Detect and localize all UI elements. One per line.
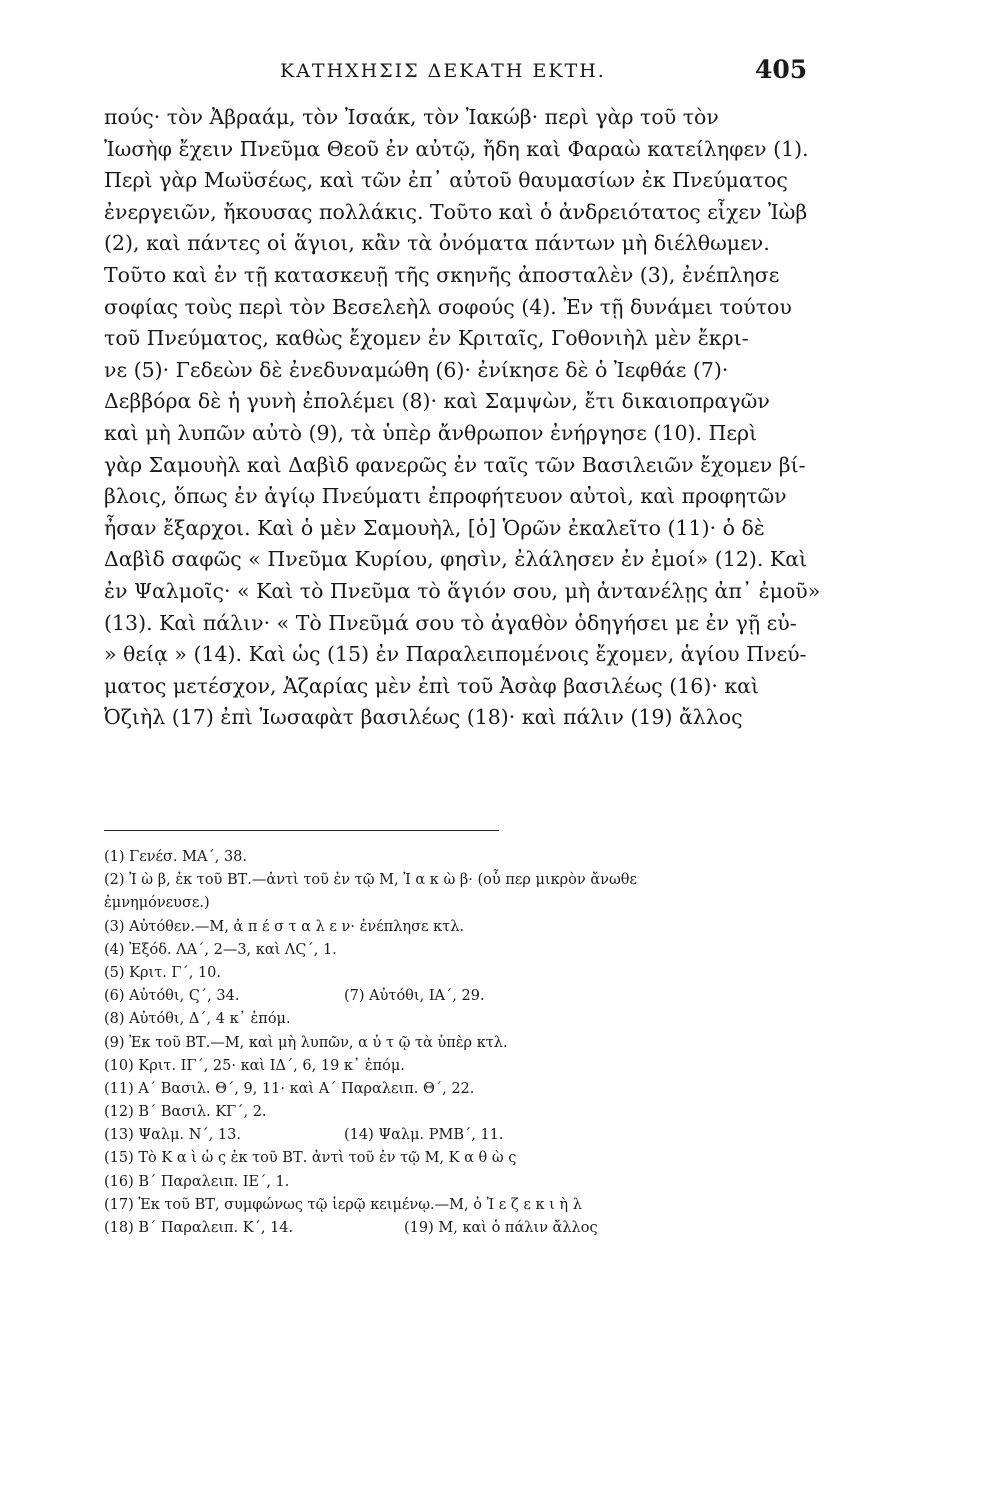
text-line: νε (5)· Γεδεὼν δὲ ἐνεδυναμώθη (6)· ἐνίκησε δὲ ὁ Ἰεφθάε (7)· bbox=[104, 357, 729, 382]
footnote: (18) Β΄ Παραλειπ. Κ΄, 14. bbox=[104, 1220, 294, 1236]
text-line: Ἰωσὴφ ἔχειν Πνεῦμα Θεοῦ ἐν αὐτῷ, ἤδη καὶ Φαραὼ κατείληφεν (1). bbox=[104, 136, 809, 161]
footnote: (17) Ἐκ τοῦ ΒΤ, συμφώνως τῷ ἱερῷ κειμένῳ.—Μ, ὁ Ἰ ε ζ ε κ ι ὴ λ bbox=[104, 1196, 582, 1213]
text-line: γὰρ Σαμουὴλ καὶ Δαβὶδ φανερῶς ἐν ταῖς τῶν Βασιλειῶν ἔχομεν βί- bbox=[104, 452, 806, 477]
footnote: (6) Αὐτόθι, Ϛ΄, 34. bbox=[104, 988, 240, 1005]
text-line: Περὶ γὰρ Μωϋσέως, καὶ τῶν ἐπ᾽ αὐτοῦ θαυμασίων ἐκ Πνεύματος bbox=[104, 168, 788, 193]
footnote: (9) Ἐκ τοῦ ΒΤ.—Μ, καὶ μὴ λυπῶν, α ὐ τ ῷ τὰ ὑπὲρ κτλ. bbox=[104, 1034, 508, 1051]
text-line: Ὀζιὴλ (17) ἐπὶ Ἰωσαφὰτ βασιλέως (18)· καὶ πάλιν (19) ἄλλος bbox=[104, 705, 743, 730]
footnote: (16) Β΄ Παραλειπ. ΙΕ΄, 1. bbox=[104, 1173, 290, 1190]
footnote: (5) Κριτ. Γ΄, 10. bbox=[104, 964, 222, 981]
text-line: Δαβὶδ σαφῶς « Πνεῦμα Κυρίου, φησὶν, ἐλάλησεν ἐν ἐμοί» (12). Καὶ bbox=[104, 547, 808, 572]
page-number: 405 bbox=[755, 55, 808, 84]
text-line: Δεββόρα δὲ ἡ γυνὴ ἐπολέμει (8)· καὶ Σαμψὼν, ἔτι δικαιοπραγῶν bbox=[104, 389, 770, 414]
footnotes bbox=[104, 846, 844, 1240]
text-line: ἐν Ψαλμοῖς· « Καὶ τὸ Πνεῦμα τὸ ἅγιόν σου, μὴ ἀντανέλῃς ἀπ᾽ ἐμοῦ» bbox=[104, 578, 821, 603]
footnote: (13) Ψαλμ. Ν΄, 13. bbox=[104, 1127, 241, 1144]
text-line: ἐνεργειῶν, ἤκουσας πολλάκις. Τοῦτο καὶ ὁ ἀνδρειότατος εἶχεν Ἰὼβ bbox=[104, 199, 808, 224]
text-line: βλοις, ὅπως ἐν ἁγίῳ Πνεύματι ἐπροφήτευον αὐτοὶ, καὶ προφητῶν bbox=[104, 484, 787, 509]
footnote: (10) Κριτ. ΙΓ΄, 25· καὶ ΙΔ΄, 6, 19 κ᾽ ἑπόμ. bbox=[104, 1057, 405, 1074]
footnote: (3) Αὐτόθεν.—Μ, ἀ π έ σ τ α λ ε ν· ἐνέπλησε κτλ. bbox=[104, 918, 464, 935]
text-line: » θείᾳ » (14). Καὶ ὡς (15) ἐν Παραλειπομένοις ἔχομεν, ἁγίου Πνεύ- bbox=[104, 642, 807, 667]
text-line: τοῦ Πνεύματος, καθὼς ἔχομεν ἐν Κριταῖς, Γοθονιὴλ μὲν ἔκρι- bbox=[104, 326, 749, 351]
footnote: (14) Ψαλμ. ΡΜΒ΄, 11. bbox=[344, 1127, 504, 1144]
footnote: (19) Μ, καὶ ὁ πάλιν ἄλλος bbox=[404, 1220, 598, 1236]
footnote: (1) Γενέσ. ΜΑ΄, 38. bbox=[104, 849, 248, 865]
footnote: (2) Ἰ ὼ β, ἐκ τοῦ ΒΤ.—ἀντὶ τοῦ ἐν τῷ Μ, Ἰ α κ ὼ β· (οὗ περ μικρὸν ἄνωθε bbox=[104, 872, 638, 889]
text-line: ἦσαν ἔξαρχοι. Καὶ ὁ μὲν Σαμουὴλ, [ὁ] Ὁρῶν ἐκαλεῖτο (11)· ὁ δὲ bbox=[104, 515, 765, 540]
footnote: (15) Τὸ Κ α ὶ ὡ ς ἐκ τοῦ ΒΤ. ἀντὶ τοῦ ἐν τῷ Μ, Κ α θ ὼ ς bbox=[104, 1150, 517, 1167]
text-line: καὶ μὴ λυπῶν αὐτὸ (9), τὰ ὑπὲρ ἄνθρωπον ἐνήργησε (10). Περὶ bbox=[104, 420, 758, 445]
text-line: (2), καὶ πάντες οἱ ἅγιοι, κἂν τὰ ὀνόματα πάντων μὴ διέλθωμεν. bbox=[104, 231, 770, 256]
footnote-pair bbox=[104, 985, 844, 1008]
footnote: (7) Αὐτόθι, ΙΑ΄, 29. bbox=[344, 988, 485, 1005]
footnote-pair bbox=[104, 1217, 844, 1240]
text-line: Τοῦτο καὶ ἐν τῇ κατασκευῇ τῆς σκηνῆς ἀποσταλὲν (3), ἐνέπλησε bbox=[104, 262, 780, 287]
running-head: ΚΑΤΗΧΗΣΙΣ ΔΕΚΑΤΗ ΕΚΤΗ. bbox=[280, 60, 606, 82]
footnote-pair bbox=[104, 1124, 844, 1147]
footnote: (4) Ἐξόδ. ΛΑ΄, 2—3, καὶ ΛϚ΄, 1. bbox=[104, 941, 337, 958]
footnote-continuation: ἐμνημόνευσε.) bbox=[104, 895, 210, 912]
main-text bbox=[104, 102, 821, 734]
footnote: (11) Α΄ Βασιλ. Θ΄, 9, 11· καὶ Α΄ Παραλειπ. Θ΄, 22. bbox=[104, 1080, 475, 1097]
text-line: σοφίας τοὺς περὶ τὸν Βεσελεὴλ σοφούς (4). Ἐν τῇ δυνάμει τούτου bbox=[104, 294, 792, 319]
footnote: (8) Αὐτόθι, Δ΄, 4 κ᾽ ἑπόμ. bbox=[104, 1011, 291, 1028]
text-line: (13). Καὶ πάλιν· « Τὸ Πνεῦμά σου τὸ ἀγαθὸν ὁδηγήσει με ἐν γῇ εὐ- bbox=[104, 610, 797, 635]
text-line: ματος μετέσχον, Ἀζαρίας μὲν ἐπὶ τοῦ Ἀσὰφ βασιλέως (16)· καὶ bbox=[104, 673, 760, 698]
text-line: πούς· τὸν Ἀβραάμ, τὸν Ἰσαάκ, τὸν Ἰακώβ· περὶ γὰρ τοῦ τὸν bbox=[104, 105, 719, 129]
footnote-divider bbox=[104, 830, 499, 831]
footnote: (12) Β΄ Βασιλ. ΚΓ΄, 2. bbox=[104, 1104, 267, 1121]
